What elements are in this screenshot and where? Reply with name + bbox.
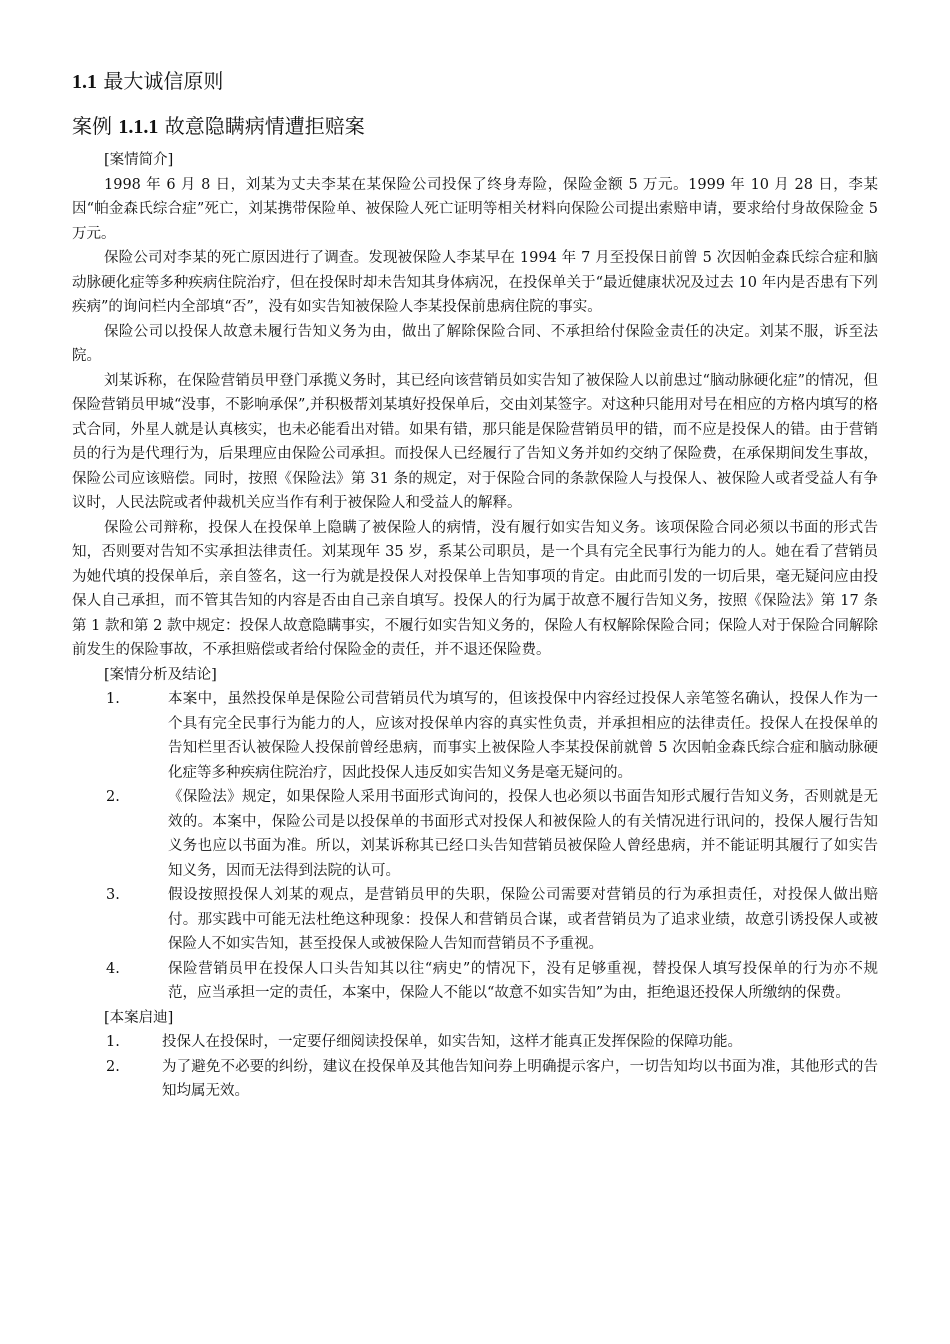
insight-label: [本案启迪]	[104, 1009, 174, 1026]
list-item-text: 投保人在投保时，一定要仔细阅读投保单，如实告知，这样才能真正发挥保险的保障功能。	[162, 1034, 742, 1050]
case-number: 1.1.1	[118, 116, 159, 138]
list-item-text: 《保险法》规定，如果保险人采用书面形式询问的，投保人也必须以书面告知形式履行告知义务，否则就是无效的。本案中，保险公司是以投保单的书面形式对投保人和被保险人的有关情况进行讯问的，投保人履行告知义务也应以书面为准。所以，刘某诉称其已经口头告知营销员被保险人曾经患病，并不能证明其履行了如实告知义务，因而无法得到法院的认可。	[168, 789, 878, 879]
investigation-paragraph: 保险公司对李某的死亡原因进行了调查。发现被保险人李某早在 1994 年 7 月至投保日前曾 5 次因帕金森氏综合症和脑动脉硬化症等多种疾病住院治疗，但在投保时却未告知其身体病况，在投保单关于“最近健康状况及过去 10 年内是否患有下列疾病”的询问栏内全部填“否”，没有如实告知被保险人李某投保前患病住院的事实。	[72, 250, 878, 315]
analysis-list	[72, 687, 878, 1006]
list-item-text: 假设按照投保人刘某的观点，是营销员甲的失职，保险公司需要对营销员的行为承担责任，对投保人做出赔付。那实践中可能无法杜绝这种现象：投保人和营销员合谋，或者营销员为了追求业绩，故意引诱投保人或被保险人不如实告知，甚至投保人或被保险人告知而营销员不予重视。	[168, 887, 878, 952]
section-heading	[72, 66, 878, 97]
list-item-number: 1.	[106, 1034, 120, 1050]
list-item	[72, 1030, 878, 1055]
list-item	[72, 957, 878, 1006]
list-item-text: 为了避免不必要的纠纷，建议在投保单及其他告知问券上明确提示客户，一切告知均以书面为准，其他形式的告知均属无效。	[162, 1058, 878, 1099]
list-item-number: 2.	[106, 1058, 120, 1075]
list-item-number: 4.	[106, 960, 120, 977]
list-item	[72, 1055, 878, 1104]
case-prefix: 案例	[72, 114, 112, 138]
section-number: 1.1	[72, 71, 97, 93]
list-item-number: 2.	[106, 789, 120, 805]
list-item-text: 本案中，虽然投保单是保险公司营销员代为填写的，但该投保中内容经过投保人亲笔签名确认，投保人作为一个具有完全民事行为能力的人，应该对投保单内容的真实性负责，并承担相应的法律责任。投保人在投保单的告知栏里否认被保险人投保前曾经患病，而事实上被保险人李某投保前就曾 5 次因帕金森氏综合症和脑动脉硬化症等多种疾病住院治疗，因此投保人违反如实告知义务是毫无疑问的。	[168, 691, 878, 781]
case-title: 故意隐瞒病情遭拒赔案	[164, 114, 365, 138]
document-page	[72, 66, 878, 1104]
insight-list	[72, 1030, 878, 1104]
list-item	[72, 785, 878, 883]
intro-paragraph: 1998 年 6 月 8 日，刘某为丈夫李某在某保险公司投保了终身寿险，保险金额 5 万元。1999 年 10 月 28 日，李某因“帕金森氏综合症”死亡，刘某携带保险单、被保险人死亡证明等相关材料向保险公司提出索赔申请，要求给付身故保险金 5 万元。	[72, 176, 878, 242]
section-title: 最大诚信原则	[103, 69, 224, 93]
list-item-number: 1.	[106, 691, 120, 707]
decision-paragraph: 保险公司以投保人故意未履行告知义务为由，做出了解除保险合同、不承担给付保险金责任的决定。刘某不服，诉至法院。	[72, 323, 878, 364]
list-item	[72, 687, 878, 785]
case-heading	[72, 111, 878, 142]
plaintiff-paragraph: 刘某诉称，在保险营销员甲登门承揽义务时，其已经向该营销员如实告知了被保险人以前患过“脑动脉硬化症”的情况，但保险营销员甲城“没事，不影响承保”,并积极帮刘某填好投保单后，交由刘某签字。对这种只能用对号在相应的方格内填写的格式合同，外星人就是认真核实，也未必能看出对错。如果有错，那只能是保险营销员甲的错，而不应是投保人的错。由于营销员的行为是代理行为，后果理应由保险公司承担。而投保人已经履行了告知义务并如约交纳了保险费，在承保期间发生事故，保险公司应该赔偿。同时，按照《保险法》第 31 条的规定，对于保险合同的条款保险人与投保人、被保险人或者受益人有争议时，人民法院或者仲裁机关应当作有利于被保险人和受益人的解释。	[72, 372, 878, 511]
list-item-text: 保险营销员甲在投保人口头告知其以往“病史”的情况下，没有足够重视，替投保人填写投保单的行为亦不规范，应当承担一定的责任，本案中，保险人不能以“故意不如实告知”为由，拒绝退还投保人所缴纳的保费。	[168, 960, 878, 1001]
list-item-number: 3.	[106, 887, 120, 903]
intro-label: [案情简介]	[104, 152, 174, 168]
list-item	[72, 883, 878, 957]
defense-paragraph: 保险公司辩称，投保人在投保单上隐瞒了被保险人的病情，没有履行如实告知义务。该项保险合同必须以书面的形式告知，否则要对告知不实承担法律责任。刘某现年 35 岁，系某公司职员，是一个具有完全民事行为能力的人。她在看了营销员为她代填的投保单后，亲自签名，这一行为就是投保人对投保单上告知事项的肯定。由此而引发的一切后果，毫无疑问应由投保人自己承担，而不管其告知的内容是否由自己亲自填写。投保人的行为属于故意不履行告知义务，按照《保险法》第 17 条第 1 款和第 2 款中规定：投保人故意隐瞒事实，不履行如实告知义务的，保险人有权解除保险合同；保险人对于保险合同解除前发生的保险事故，不承担赔偿或者给付保险金的责任，并不退还保险费。	[72, 519, 878, 658]
analysis-label: [案情分析及结论]	[104, 666, 217, 683]
